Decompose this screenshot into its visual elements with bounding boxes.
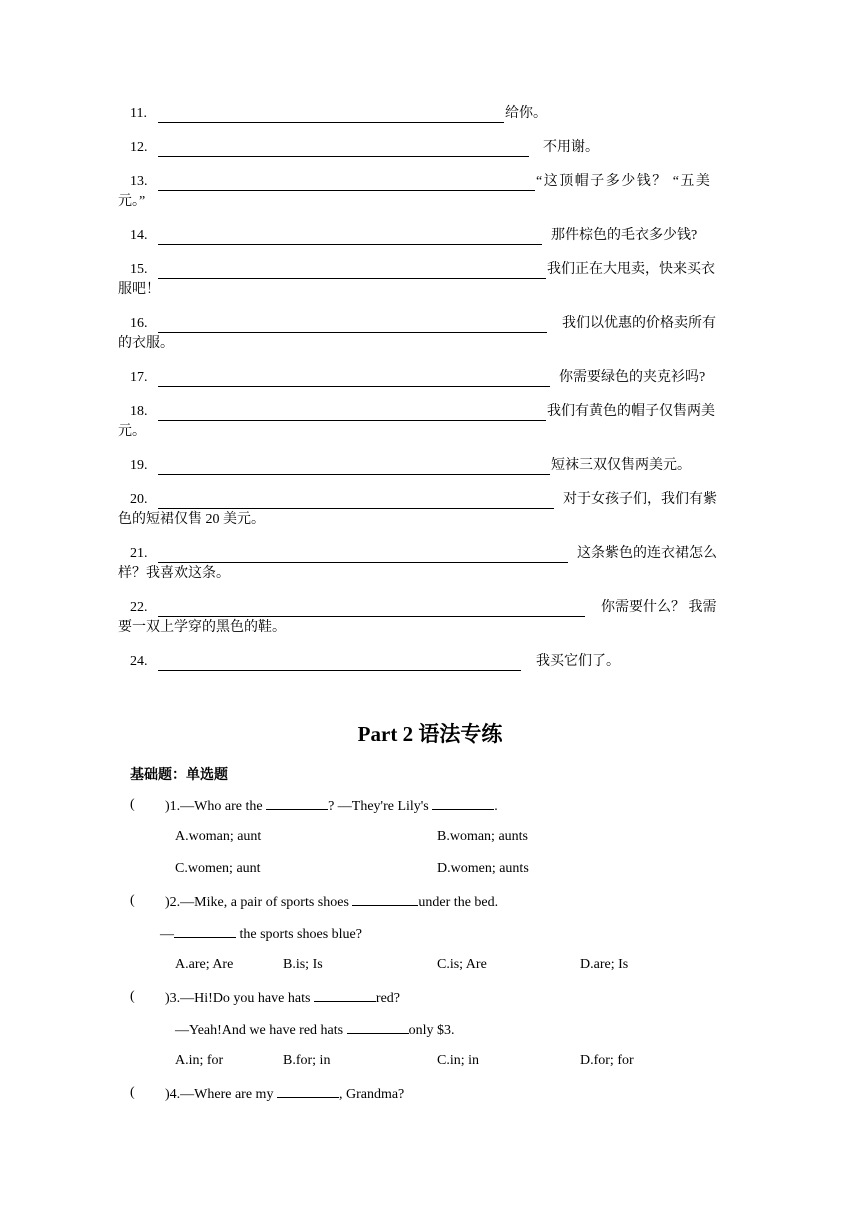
item-chinese-cont: 要一双上学穿的黑色的鞋。 bbox=[118, 620, 286, 635]
option-c[interactable]: C.women; aunt bbox=[175, 861, 261, 876]
item-chinese: 我买它们了。 bbox=[536, 654, 620, 669]
option-b[interactable]: B.woman; aunts bbox=[437, 829, 528, 844]
item-chinese: 不用谢。 bbox=[543, 140, 599, 155]
item-chinese: “这顶帽子多少钱？ “五美 bbox=[536, 174, 712, 189]
answer-blank[interactable] bbox=[158, 332, 547, 333]
question-stem: only $3. bbox=[408, 1023, 455, 1038]
item-chinese-cont: 样？我喜欢这条。 bbox=[118, 566, 230, 581]
section-title: Part 2 语法专练 bbox=[357, 722, 503, 746]
item-chinese: 我们以优惠的价格卖所有 bbox=[562, 316, 716, 331]
option-d[interactable]: D.are; Is bbox=[580, 957, 629, 972]
item-chinese: 我们有黄色的帽子仅售两美 bbox=[547, 404, 715, 419]
question-line2 bbox=[160, 925, 362, 943]
question-stem: red? bbox=[375, 991, 401, 1006]
answer-blank[interactable] bbox=[432, 797, 494, 810]
item-chinese: 你需要什么？ 我需 bbox=[601, 600, 717, 615]
item-number: 15. bbox=[130, 262, 148, 277]
answer-blank[interactable] bbox=[158, 474, 550, 475]
item-number: 13. bbox=[130, 174, 148, 189]
question-stem: ? —They're Lily's bbox=[328, 799, 429, 814]
answer-paren[interactable]: ( bbox=[130, 893, 135, 908]
question-stem: under the bed. bbox=[418, 895, 499, 910]
item-number: 17. bbox=[130, 370, 148, 385]
answer-blank[interactable] bbox=[158, 156, 529, 157]
item-chinese-cont: 服吧！ bbox=[118, 282, 160, 297]
answer-blank[interactable] bbox=[314, 989, 376, 1002]
answer-blank[interactable] bbox=[266, 797, 328, 810]
answer-paren[interactable]: ( bbox=[130, 1085, 135, 1100]
question-stem: , Grandma? bbox=[338, 1087, 405, 1102]
answer-blank[interactable] bbox=[158, 420, 546, 421]
option-c[interactable]: C.in; in bbox=[437, 1053, 480, 1068]
question-stem: )1.—Who are the bbox=[165, 799, 263, 814]
item-number: 22. bbox=[130, 600, 148, 615]
answer-blank[interactable] bbox=[158, 616, 585, 617]
option-a[interactable]: A.woman; aunt bbox=[175, 829, 262, 844]
answer-blank[interactable] bbox=[158, 244, 542, 245]
item-chinese: 你需要绿色的夹克衫吗? bbox=[559, 370, 706, 385]
answer-blank[interactable] bbox=[158, 670, 521, 671]
answer-blank[interactable] bbox=[158, 562, 568, 563]
question-stem: )4.—Where are my bbox=[165, 1087, 274, 1102]
item-chinese: 对于女孩子们，我们有紫 bbox=[563, 492, 717, 507]
answer-blank[interactable] bbox=[158, 190, 535, 191]
question-text bbox=[165, 989, 400, 1007]
question-stem: —Yeah!And we have red hats bbox=[175, 1023, 344, 1038]
question-line2 bbox=[175, 1021, 454, 1039]
item-chinese: 这条紫色的连衣裙怎么 bbox=[577, 546, 717, 561]
item-chinese: 我们正在大甩卖，快来买衣 bbox=[547, 262, 715, 277]
item-number: 24. bbox=[130, 654, 148, 669]
item-chinese-cont: 色的短裙仅售 20 美元。 bbox=[118, 512, 265, 527]
item-chinese-cont: 元。 bbox=[118, 424, 146, 439]
question-stem: )3.—Hi!Do you have hats bbox=[165, 991, 311, 1006]
answer-blank[interactable] bbox=[158, 508, 554, 509]
item-number: 20. bbox=[130, 492, 148, 507]
option-a[interactable]: A.in; for bbox=[175, 1053, 224, 1068]
item-chinese: 短袜三双仅售两美元。 bbox=[551, 458, 691, 473]
question-text bbox=[165, 893, 498, 911]
section-subtitle: 基础题：单选题 bbox=[130, 767, 228, 783]
item-number: 12. bbox=[130, 140, 148, 155]
option-d[interactable]: D.for; for bbox=[580, 1053, 634, 1068]
option-b[interactable]: B.for; in bbox=[283, 1053, 331, 1068]
answer-blank[interactable] bbox=[277, 1085, 339, 1098]
item-chinese: 那件棕色的毛衣多少钱? bbox=[551, 228, 698, 243]
question-text bbox=[165, 1085, 404, 1103]
question-stem: )2.—Mike, a pair of sports shoes bbox=[165, 895, 349, 910]
answer-blank[interactable] bbox=[174, 925, 236, 938]
answer-paren[interactable]: ( bbox=[130, 797, 135, 812]
item-number: 14. bbox=[130, 228, 148, 243]
answer-blank[interactable] bbox=[347, 1021, 409, 1034]
answer-blank[interactable] bbox=[158, 122, 504, 123]
item-chinese: 给你。 bbox=[505, 106, 547, 121]
item-number: 18. bbox=[130, 404, 148, 419]
option-a[interactable]: A.are; Are bbox=[175, 957, 234, 972]
answer-blank[interactable] bbox=[158, 386, 550, 387]
item-number: 11. bbox=[130, 106, 147, 121]
item-number: 21. bbox=[130, 546, 148, 561]
item-number: 16. bbox=[130, 316, 148, 331]
question-stem: . bbox=[494, 799, 498, 814]
option-d[interactable]: D.women; aunts bbox=[437, 861, 529, 876]
answer-blank[interactable] bbox=[352, 893, 418, 906]
question-stem: — bbox=[160, 927, 174, 942]
item-chinese-cont: 元。” bbox=[118, 194, 146, 209]
question-text bbox=[165, 797, 498, 815]
item-number: 19. bbox=[130, 458, 148, 473]
question-stem: the sports shoes blue? bbox=[239, 927, 362, 942]
option-c[interactable]: C.is; Are bbox=[437, 957, 487, 972]
answer-paren[interactable]: ( bbox=[130, 989, 135, 1004]
answer-blank[interactable] bbox=[158, 278, 546, 279]
item-chinese-cont: 的衣服。 bbox=[118, 336, 174, 351]
option-b[interactable]: B.is; Is bbox=[283, 957, 323, 972]
